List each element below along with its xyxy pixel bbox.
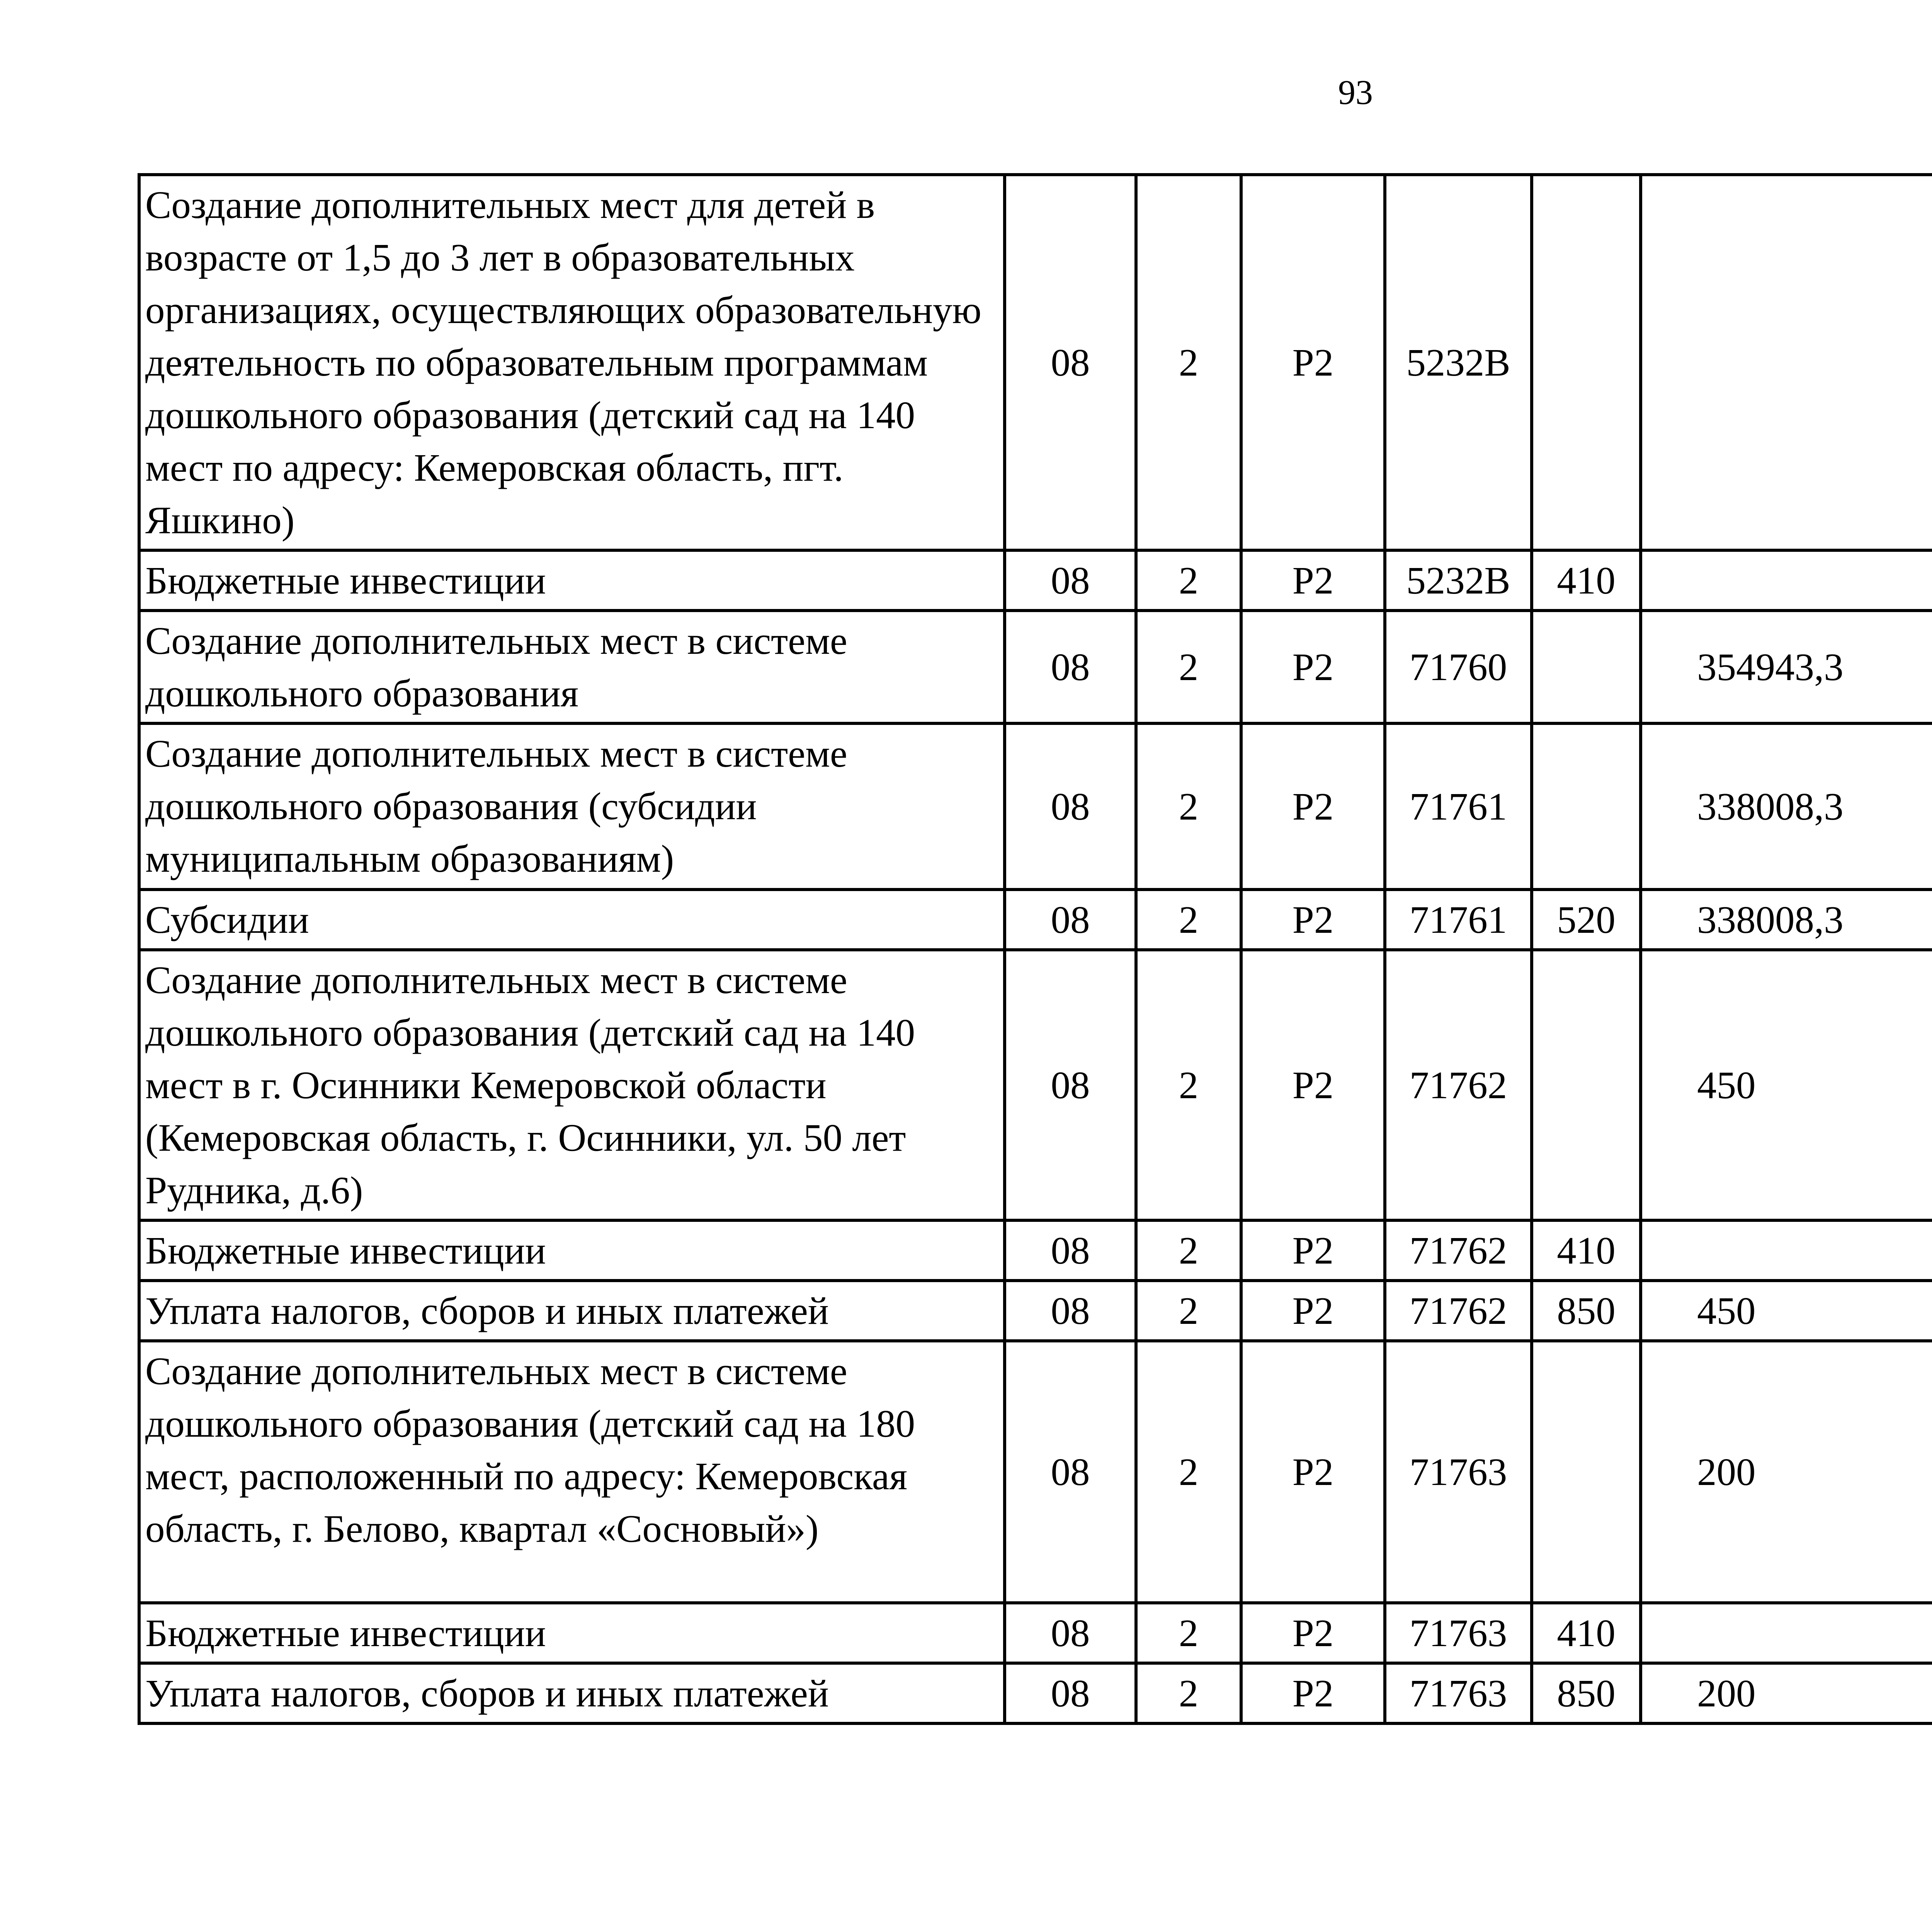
row-description: Создание дополнительных мест в системе дошкольного образования — [139, 611, 1005, 723]
row-section: 08 — [1005, 723, 1136, 890]
budget-table — [138, 173, 1932, 1725]
row-target-code: 71763 — [1385, 1603, 1532, 1663]
row-expense-type — [1532, 950, 1641, 1220]
table-row — [139, 890, 1932, 950]
row-amount-1: 200 — [1641, 1341, 1932, 1603]
row-description: Создание дополнительных мест в системе дошкольного образования (детский сад на 180 мест, расположенный по адресу: Кемеровская область, г. Белово, квартал «Сосновый») — [139, 1341, 1005, 1603]
row-project: P2 — [1241, 723, 1385, 890]
row-description: Субсидии — [139, 890, 1005, 950]
row-expense-type: 410 — [1532, 1220, 1641, 1281]
row-subsection: 2 — [1136, 611, 1241, 723]
row-amount-1 — [1641, 1603, 1932, 1663]
row-section: 08 — [1005, 611, 1136, 723]
row-section: 08 — [1005, 175, 1136, 550]
row-description: Создание дополнительных мест для детей в возрасте от 1,5 до 3 лет в образовательных организациях, осуществляющих образовательную деятельность по образовательным программам дошкольного образования (детский сад на 140 мест по адресу: Кемеровская область, пгт. Яшкино) — [139, 175, 1005, 550]
row-section: 08 — [1005, 1220, 1136, 1281]
row-expense-type: 850 — [1532, 1281, 1641, 1341]
row-description: Уплата налогов, сборов и иных платежей — [139, 1663, 1005, 1723]
row-project: P2 — [1241, 175, 1385, 550]
row-description: Создание дополнительных мест в системе дошкольного образования (детский сад на 140 мест в г. Осинники Кемеровской области (Кемеровская область, г. Осинники, ул. 50 лет Рудника, д.6) — [139, 950, 1005, 1220]
row-amount-1 — [1641, 1220, 1932, 1281]
row-project: P2 — [1241, 550, 1385, 611]
table-row — [139, 175, 1932, 550]
table-row — [139, 1341, 1932, 1603]
row-section: 08 — [1005, 890, 1136, 950]
row-expense-type — [1532, 611, 1641, 723]
row-target-code: 71762 — [1385, 950, 1532, 1220]
row-expense-type: 520 — [1532, 890, 1641, 950]
row-description: Бюджетные инвестиции — [139, 1603, 1005, 1663]
row-target-code: 5232B — [1385, 550, 1532, 611]
row-project: P2 — [1241, 950, 1385, 1220]
row-project: P2 — [1241, 1341, 1385, 1603]
row-project: P2 — [1241, 611, 1385, 723]
table-row — [139, 611, 1932, 723]
row-amount-1: 200 — [1641, 1663, 1932, 1723]
row-subsection: 2 — [1136, 1663, 1241, 1723]
table-row — [139, 550, 1932, 611]
row-target-code: 71761 — [1385, 890, 1532, 950]
row-section: 08 — [1005, 1281, 1136, 1341]
row-subsection: 2 — [1136, 1281, 1241, 1341]
row-subsection: 2 — [1136, 723, 1241, 890]
row-expense-type — [1532, 175, 1641, 550]
row-section: 08 — [1005, 550, 1136, 611]
row-subsection: 2 — [1136, 1341, 1241, 1603]
row-description: Бюджетные инвестиции — [139, 550, 1005, 611]
table-row — [139, 1603, 1932, 1663]
row-project: P2 — [1241, 1281, 1385, 1341]
row-section: 08 — [1005, 1603, 1136, 1663]
row-amount-1: 338008,3 — [1641, 890, 1932, 950]
row-amount-1: 338008,3 — [1641, 723, 1932, 890]
row-amount-1: 450 — [1641, 1281, 1932, 1341]
row-subsection: 2 — [1136, 175, 1241, 550]
row-section: 08 — [1005, 1341, 1136, 1603]
row-target-code: 71761 — [1385, 723, 1532, 890]
row-target-code: 5232B — [1385, 175, 1532, 550]
row-subsection: 2 — [1136, 890, 1241, 950]
row-project: P2 — [1241, 1663, 1385, 1723]
row-amount-1 — [1641, 175, 1932, 550]
row-project: P2 — [1241, 890, 1385, 950]
row-target-code: 71762 — [1385, 1281, 1532, 1341]
row-description: Уплата налогов, сборов и иных платежей — [139, 1281, 1005, 1341]
row-target-code: 71763 — [1385, 1663, 1532, 1723]
row-section: 08 — [1005, 1663, 1136, 1723]
row-description: Бюджетные инвестиции — [139, 1220, 1005, 1281]
row-subsection: 2 — [1136, 550, 1241, 611]
row-expense-type — [1532, 723, 1641, 890]
page-number: 93 — [1338, 73, 1373, 112]
row-amount-1 — [1641, 550, 1932, 611]
row-section: 08 — [1005, 950, 1136, 1220]
row-target-code: 71760 — [1385, 611, 1532, 723]
row-subsection: 2 — [1136, 950, 1241, 1220]
table-row — [139, 1220, 1932, 1281]
table-row — [139, 1281, 1932, 1341]
table-row — [139, 723, 1932, 890]
row-project: P2 — [1241, 1220, 1385, 1281]
table-row — [139, 950, 1932, 1220]
row-description: Создание дополнительных мест в системе дошкольного образования (субсидии муниципальным образованиям) — [139, 723, 1005, 890]
row-subsection: 2 — [1136, 1220, 1241, 1281]
table-row — [139, 1663, 1932, 1723]
row-expense-type: 410 — [1532, 1603, 1641, 1663]
row-expense-type — [1532, 1341, 1641, 1603]
row-target-code: 71762 — [1385, 1220, 1532, 1281]
row-expense-type: 410 — [1532, 550, 1641, 611]
row-subsection: 2 — [1136, 1603, 1241, 1663]
row-amount-1: 450 — [1641, 950, 1932, 1220]
row-project: P2 — [1241, 1603, 1385, 1663]
row-target-code: 71763 — [1385, 1341, 1532, 1603]
row-expense-type: 850 — [1532, 1663, 1641, 1723]
row-amount-1: 354943,3 — [1641, 611, 1932, 723]
